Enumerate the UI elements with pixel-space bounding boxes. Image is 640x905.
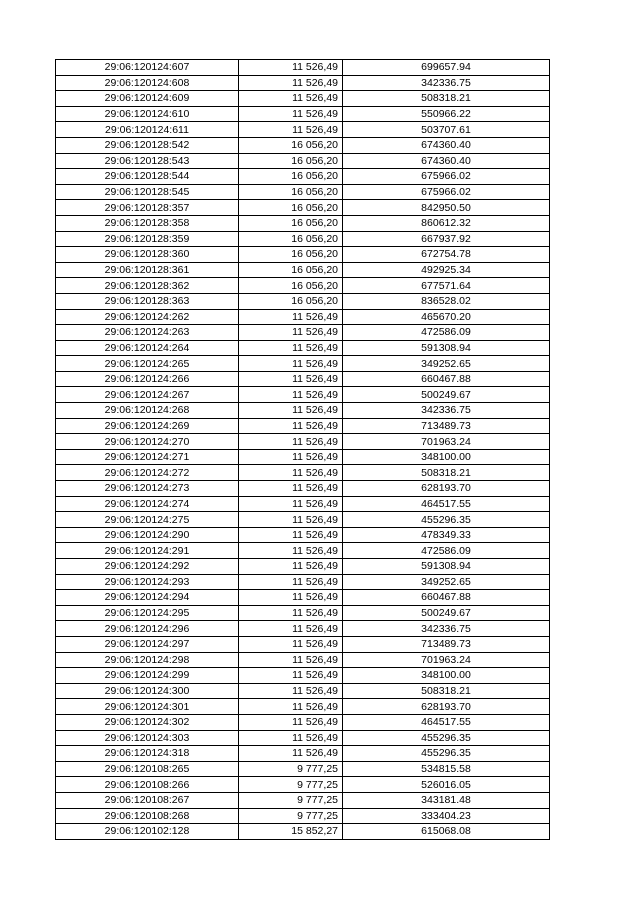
area-cell: 11 526,49 (239, 543, 343, 559)
table-row (56, 449, 550, 465)
value-cell: 349252.65 (343, 356, 550, 372)
table-row (56, 215, 550, 231)
value-cell: 699657.94 (343, 60, 550, 76)
cadastral-number-cell: 29:06:120124:275 (56, 512, 239, 528)
value-cell: 508318.21 (343, 683, 550, 699)
table-row (56, 356, 550, 372)
value-cell: 615068.08 (343, 824, 550, 840)
value-cell: 500249.67 (343, 605, 550, 621)
area-cell: 16 056,20 (239, 231, 343, 247)
area-cell: 11 526,49 (239, 746, 343, 762)
cadastral-number-cell: 29:06:120124:303 (56, 730, 239, 746)
area-cell: 11 526,49 (239, 449, 343, 465)
table-row (56, 512, 550, 528)
area-cell: 11 526,49 (239, 652, 343, 668)
table-row (56, 668, 550, 684)
table-row (56, 714, 550, 730)
cadastre-table (55, 59, 550, 840)
cadastral-number-cell: 29:06:120124:608 (56, 75, 239, 91)
cadastral-number-cell: 29:06:120128:542 (56, 137, 239, 153)
table-row (56, 683, 550, 699)
cadastral-number-cell: 29:06:120124:268 (56, 403, 239, 419)
value-cell: 713489.73 (343, 418, 550, 434)
cadastral-number-cell: 29:06:120124:293 (56, 574, 239, 590)
value-cell: 675966.02 (343, 169, 550, 185)
cadastral-number-cell: 29:06:120124:610 (56, 106, 239, 122)
table-row (56, 808, 550, 824)
area-cell: 11 526,49 (239, 356, 343, 372)
value-cell: 478349.33 (343, 527, 550, 543)
cadastral-number-cell: 29:06:120108:267 (56, 792, 239, 808)
cadastral-number-cell: 29:06:120124:299 (56, 668, 239, 684)
area-cell: 9 777,25 (239, 808, 343, 824)
table-row (56, 730, 550, 746)
cadastral-number-cell: 29:06:120124:273 (56, 481, 239, 497)
area-cell: 11 526,49 (239, 403, 343, 419)
table-row (56, 652, 550, 668)
area-cell: 11 526,49 (239, 371, 343, 387)
area-cell: 11 526,49 (239, 122, 343, 138)
table-row (56, 278, 550, 294)
cadastral-number-cell: 29:06:120124:318 (56, 746, 239, 762)
area-cell: 11 526,49 (239, 91, 343, 107)
table-row (56, 137, 550, 153)
table-row (56, 590, 550, 606)
area-cell: 11 526,49 (239, 60, 343, 76)
table-row (56, 403, 550, 419)
table-row (56, 153, 550, 169)
cadastral-number-cell: 29:06:120124:269 (56, 418, 239, 434)
value-cell: 660467.88 (343, 371, 550, 387)
cadastral-number-cell: 29:06:120128:359 (56, 231, 239, 247)
value-cell: 503707.61 (343, 122, 550, 138)
area-cell: 11 526,49 (239, 387, 343, 403)
cadastral-number-cell: 29:06:120124:295 (56, 605, 239, 621)
cadastral-number-cell: 29:06:120128:543 (56, 153, 239, 169)
value-cell: 660467.88 (343, 590, 550, 606)
cadastral-number-cell: 29:06:120124:609 (56, 91, 239, 107)
value-cell: 465670.20 (343, 309, 550, 325)
area-cell: 15 852,27 (239, 824, 343, 840)
table-row (56, 636, 550, 652)
cadastral-number-cell: 29:06:120124:271 (56, 449, 239, 465)
value-cell: 591308.94 (343, 559, 550, 575)
value-cell: 842950.50 (343, 200, 550, 216)
area-cell: 11 526,49 (239, 434, 343, 450)
table-row (56, 262, 550, 278)
table-row (56, 325, 550, 341)
table-row (56, 184, 550, 200)
value-cell: 342336.75 (343, 403, 550, 419)
area-cell: 11 526,49 (239, 481, 343, 497)
table-row (56, 746, 550, 762)
cadastral-number-cell: 29:06:120124:296 (56, 621, 239, 637)
area-cell: 16 056,20 (239, 215, 343, 231)
area-cell: 16 056,20 (239, 153, 343, 169)
table-row (56, 122, 550, 138)
table-row (56, 527, 550, 543)
cadastral-number-cell: 29:06:120124:611 (56, 122, 239, 138)
area-cell: 11 526,49 (239, 683, 343, 699)
cadastral-number-cell: 29:06:120102:128 (56, 824, 239, 840)
value-cell: 591308.94 (343, 340, 550, 356)
value-cell: 472586.09 (343, 325, 550, 341)
table-row (56, 621, 550, 637)
value-cell: 675966.02 (343, 184, 550, 200)
table-row (56, 481, 550, 497)
value-cell: 464517.55 (343, 714, 550, 730)
table-row (56, 91, 550, 107)
value-cell: 672754.78 (343, 247, 550, 263)
area-cell: 16 056,20 (239, 278, 343, 294)
area-cell: 11 526,49 (239, 309, 343, 325)
value-cell: 526016.05 (343, 777, 550, 793)
value-cell: 628193.70 (343, 699, 550, 715)
table-row (56, 371, 550, 387)
area-cell: 11 526,49 (239, 75, 343, 91)
cadastral-number-cell: 29:06:120124:290 (56, 527, 239, 543)
cadastral-number-cell: 29:06:120124:267 (56, 387, 239, 403)
value-cell: 455296.35 (343, 512, 550, 528)
table-row (56, 496, 550, 512)
table-row (56, 60, 550, 76)
cadastral-number-cell: 29:06:120124:291 (56, 543, 239, 559)
value-cell: 348100.00 (343, 449, 550, 465)
value-cell: 628193.70 (343, 481, 550, 497)
cadastral-number-cell: 29:06:120124:607 (56, 60, 239, 76)
table-row (56, 559, 550, 575)
area-cell: 11 526,49 (239, 418, 343, 434)
cadastral-number-cell: 29:06:120124:262 (56, 309, 239, 325)
value-cell: 713489.73 (343, 636, 550, 652)
cadastral-number-cell: 29:06:120128:357 (56, 200, 239, 216)
cadastral-number-cell: 29:06:120108:265 (56, 761, 239, 777)
cadastral-number-cell: 29:06:120124:292 (56, 559, 239, 575)
cadastral-number-cell: 29:06:120124:266 (56, 371, 239, 387)
area-cell: 11 526,49 (239, 605, 343, 621)
value-cell: 464517.55 (343, 496, 550, 512)
cadastral-number-cell: 29:06:120128:362 (56, 278, 239, 294)
table-row (56, 106, 550, 122)
value-cell: 508318.21 (343, 91, 550, 107)
area-cell: 11 526,49 (239, 636, 343, 652)
area-cell: 11 526,49 (239, 668, 343, 684)
table-row (56, 75, 550, 91)
cadastral-number-cell: 29:06:120124:302 (56, 714, 239, 730)
table-row (56, 777, 550, 793)
value-cell: 701963.24 (343, 434, 550, 450)
area-cell: 11 526,49 (239, 325, 343, 341)
table-row (56, 434, 550, 450)
area-cell: 16 056,20 (239, 169, 343, 185)
area-cell: 11 526,49 (239, 465, 343, 481)
area-cell: 11 526,49 (239, 512, 343, 528)
cadastral-number-cell: 29:06:120124:300 (56, 683, 239, 699)
table-row (56, 465, 550, 481)
value-cell: 674360.40 (343, 137, 550, 153)
cadastral-number-cell: 29:06:120128:544 (56, 169, 239, 185)
area-cell: 11 526,49 (239, 621, 343, 637)
area-cell: 16 056,20 (239, 247, 343, 263)
table-row (56, 200, 550, 216)
value-cell: 333404.23 (343, 808, 550, 824)
cadastral-number-cell: 29:06:120124:294 (56, 590, 239, 606)
value-cell: 550966.22 (343, 106, 550, 122)
cadastral-number-cell: 29:06:120128:545 (56, 184, 239, 200)
value-cell: 836528.02 (343, 293, 550, 309)
table-row (56, 418, 550, 434)
area-cell: 16 056,20 (239, 184, 343, 200)
value-cell: 455296.35 (343, 730, 550, 746)
value-cell: 472586.09 (343, 543, 550, 559)
area-cell: 11 526,49 (239, 559, 343, 575)
value-cell: 667937.92 (343, 231, 550, 247)
value-cell: 508318.21 (343, 465, 550, 481)
area-cell: 16 056,20 (239, 293, 343, 309)
table-row (56, 605, 550, 621)
cadastral-number-cell: 29:06:120124:263 (56, 325, 239, 341)
table-row (56, 824, 550, 840)
table-row (56, 247, 550, 263)
value-cell: 500249.67 (343, 387, 550, 403)
table-row (56, 761, 550, 777)
cadastral-number-cell: 29:06:120128:363 (56, 293, 239, 309)
value-cell: 348100.00 (343, 668, 550, 684)
area-cell: 11 526,49 (239, 714, 343, 730)
value-cell: 455296.35 (343, 746, 550, 762)
cadastral-number-cell: 29:06:120108:266 (56, 777, 239, 793)
area-cell: 11 526,49 (239, 730, 343, 746)
cadastral-number-cell: 29:06:120128:360 (56, 247, 239, 263)
table-row (56, 543, 550, 559)
value-cell: 860612.32 (343, 215, 550, 231)
value-cell: 677571.64 (343, 278, 550, 294)
area-cell: 11 526,49 (239, 699, 343, 715)
cadastral-number-cell: 29:06:120124:301 (56, 699, 239, 715)
area-cell: 11 526,49 (239, 574, 343, 590)
table-row (56, 231, 550, 247)
table-body (56, 60, 550, 840)
area-cell: 9 777,25 (239, 777, 343, 793)
area-cell: 9 777,25 (239, 792, 343, 808)
area-cell: 11 526,49 (239, 340, 343, 356)
area-cell: 11 526,49 (239, 527, 343, 543)
cadastral-number-cell: 29:06:120124:297 (56, 636, 239, 652)
cadastral-number-cell: 29:06:120124:274 (56, 496, 239, 512)
area-cell: 11 526,49 (239, 106, 343, 122)
table-row (56, 309, 550, 325)
table-row (56, 340, 550, 356)
value-cell: 342336.75 (343, 621, 550, 637)
area-cell: 16 056,20 (239, 262, 343, 278)
cadastral-number-cell: 29:06:120108:268 (56, 808, 239, 824)
cadastral-number-cell: 29:06:120124:272 (56, 465, 239, 481)
area-cell: 16 056,20 (239, 137, 343, 153)
cadastral-number-cell: 29:06:120128:361 (56, 262, 239, 278)
cadastral-number-cell: 29:06:120124:270 (56, 434, 239, 450)
area-cell: 11 526,49 (239, 496, 343, 512)
value-cell: 492925.34 (343, 262, 550, 278)
value-cell: 343181.48 (343, 792, 550, 808)
table-row (56, 387, 550, 403)
value-cell: 342336.75 (343, 75, 550, 91)
cadastral-number-cell: 29:06:120128:358 (56, 215, 239, 231)
table-row (56, 792, 550, 808)
cadastral-number-cell: 29:06:120124:265 (56, 356, 239, 372)
value-cell: 534815.58 (343, 761, 550, 777)
value-cell: 674360.40 (343, 153, 550, 169)
cadastral-number-cell: 29:06:120124:298 (56, 652, 239, 668)
table-row (56, 574, 550, 590)
cadastral-number-cell: 29:06:120124:264 (56, 340, 239, 356)
table-row (56, 699, 550, 715)
table-row (56, 293, 550, 309)
area-cell: 11 526,49 (239, 590, 343, 606)
table-row (56, 169, 550, 185)
area-cell: 9 777,25 (239, 761, 343, 777)
value-cell: 349252.65 (343, 574, 550, 590)
value-cell: 701963.24 (343, 652, 550, 668)
area-cell: 16 056,20 (239, 200, 343, 216)
